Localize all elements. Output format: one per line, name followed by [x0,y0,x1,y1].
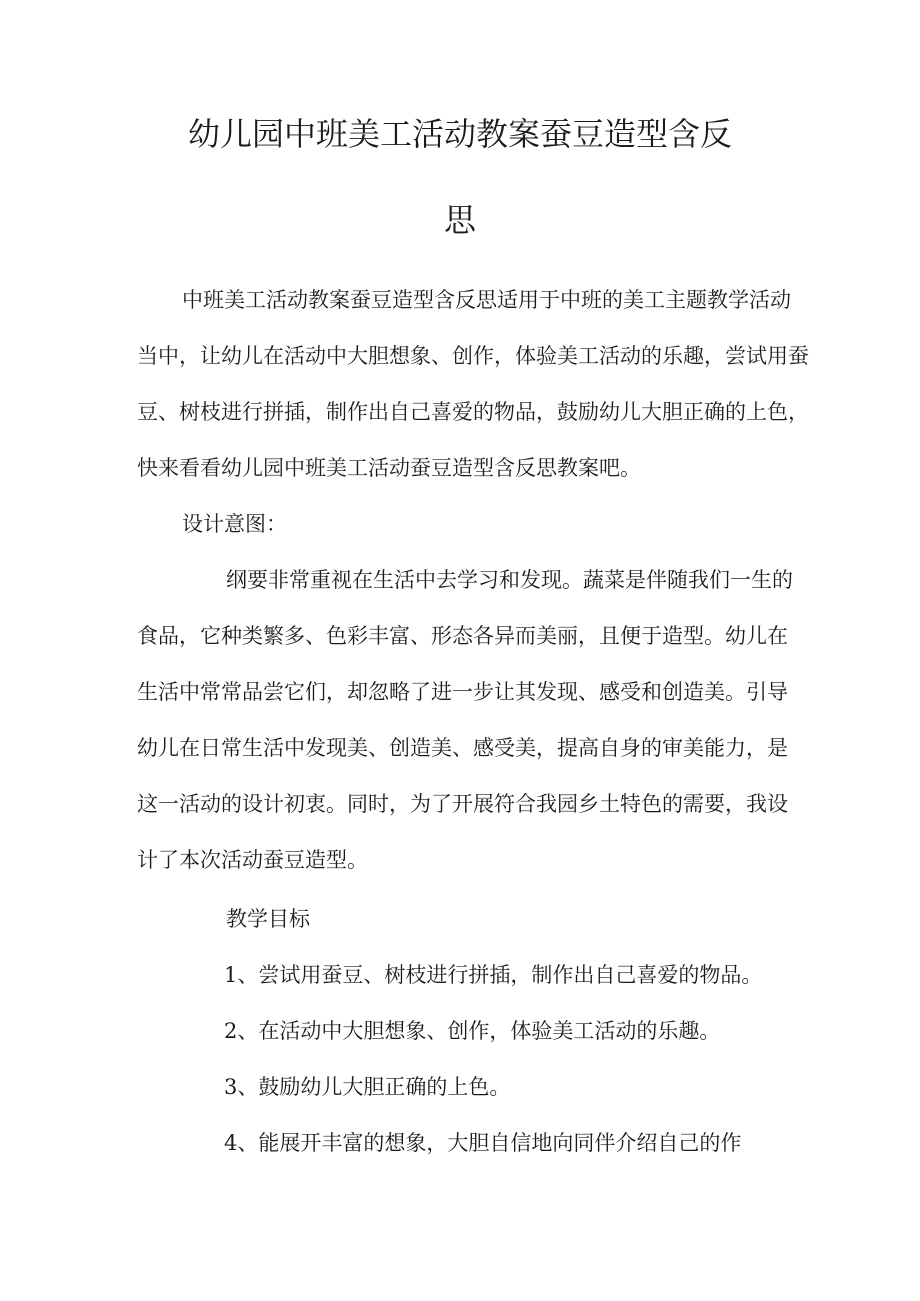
teaching-goal-item: 4、能展开丰富的想象，大胆自信地向同伴介绍自己的作 [224,1131,742,1155]
document-title-line-1: 幼儿园中班美工活动教案蚕豆造型含反 [187,115,732,153]
design-intent-line: 食品，它种类繁多、色彩丰富、形态各异而美丽，且便于造型。幼儿在 [137,624,788,648]
teaching-goal-item: 1、尝试用蚕豆、树枝进行拼插，制作出自己喜爱的物品。 [224,963,763,987]
teaching-goal-item: 3、鼓励幼儿大胆正确的上色。 [224,1075,511,1099]
design-intent-line: 计了本次活动蚕豆造型。 [137,848,368,872]
intro-paragraph-line: 豆、树枝进行拼插，制作出自己喜爱的物品，鼓励幼儿大胆正确的上色， [137,400,809,424]
design-intent-line: 纲要非常重视在生活中去学习和发现。蔬菜是伴随我们一生的 [226,568,793,592]
teaching-goals-heading: 教学目标 [226,907,310,931]
intro-paragraph-line: 快来看看幼儿园中班美工活动蚕豆造型含反思教案吧。 [137,456,641,480]
teaching-goal-item: 2、在活动中大胆想象、创作，体验美工活动的乐趣。 [224,1019,721,1043]
design-intent-heading: 设计意图： [182,512,287,536]
design-intent-line: 幼儿在日常生活中发现美、创造美、感受美，提高自身的审美能力，是 [137,736,788,760]
intro-paragraph-line: 当中，让幼儿在活动中大胆想象、创作，体验美工活动的乐趣，尝试用蚕 [137,344,809,368]
design-intent-line: 生活中常常品尝它们，却忽略了进一步让其发现、感受和创造美。引导 [137,680,788,704]
design-intent-line: 这一活动的设计初衷。同时，为了开展符合我园乡土特色的需要，我设 [137,792,788,816]
intro-paragraph-line: 中班美工活动教案蚕豆造型含反思适用于中班的美工主题教学活动 [182,288,791,312]
document-title-line-2: 思 [443,201,476,239]
